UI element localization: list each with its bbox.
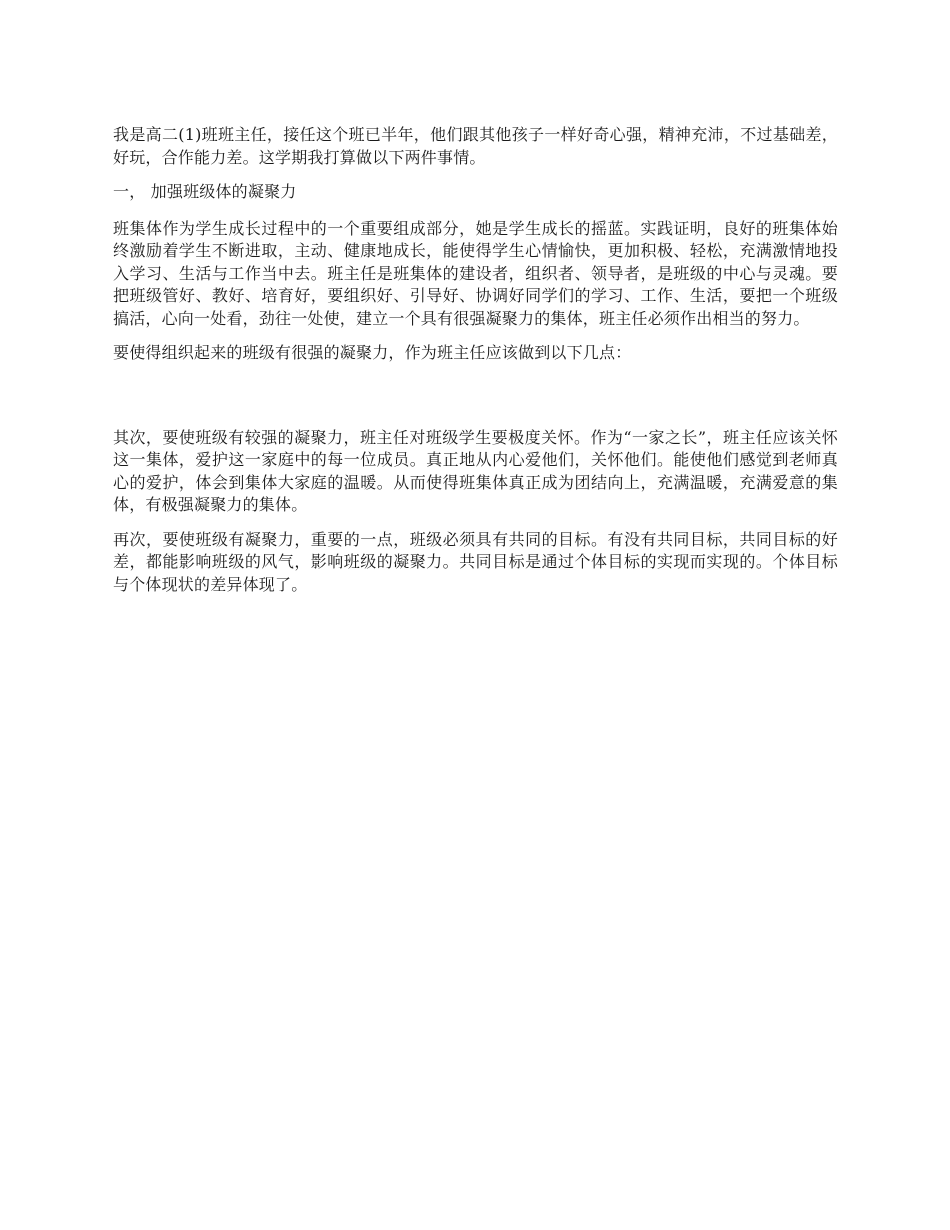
- points-intro-paragraph: 要使得组织起来的班级有很强的凝聚力，作为班主任应该做到以下几点：: [113, 343, 632, 362]
- third-point-paragraph: 再次，要使班级有凝聚力，重要的一点，班级必须具有共同的目标。有没有共同目标，共同目标的好差，都能影响班级的风气，影响班级的凝聚力。共同目标是通过个体目标的实现而实现的。个体目标与个体现状的差异体现了。: [113, 529, 838, 594]
- document-body: [113, 124, 838, 608]
- blank-space: [113, 377, 838, 427]
- second-point-paragraph: 其次，要使班级有较强的凝聚力，班主任对班级学生要极度关怀。作为“一家之长”，班主任应该关怀这一集体，爱护这一家庭中的每一位成员。真正地从内心爱他们，关怀他们。能使他们感觉到老师真心的爱护，体会到集体大家庭的温暖。从而使得班集体真正成为团结向上，充满温暖，充满爱意的集体，有极强凝聚力的集体。: [113, 427, 838, 514]
- collective-paragraph: 班集体作为学生成长过程中的一个重要组成部分，她是学生成长的摇蓝。实践证明，良好的班集体始终激励着学生不断进取，主动、健康地成长，能使得学生心情愉快，更加积极、轻松，充满激情地投入学习、生活与工作当中去。班主任是班集体的建设者，组织者、领导者，是班级的中心与灵魂。要把班级管好、教好、培育好，要组织好、引导好、协调好同学们的学习、工作、生活，要把一个班级搞活，心向一处看，劲往一处使，建立一个具有很强凝聚力的集体，班主任必须作出相当的努力。: [113, 218, 838, 328]
- intro-paragraph: 我是高二(1)班班主任，接任这个班已半年，他们跟其他孩子一样好奇心强，精神充沛，不过基础差，好玩，合作能力差。这学期我打算做以下两件事情。: [113, 125, 838, 167]
- section-heading: 一， 加强班级体的凝聚力: [113, 182, 297, 201]
